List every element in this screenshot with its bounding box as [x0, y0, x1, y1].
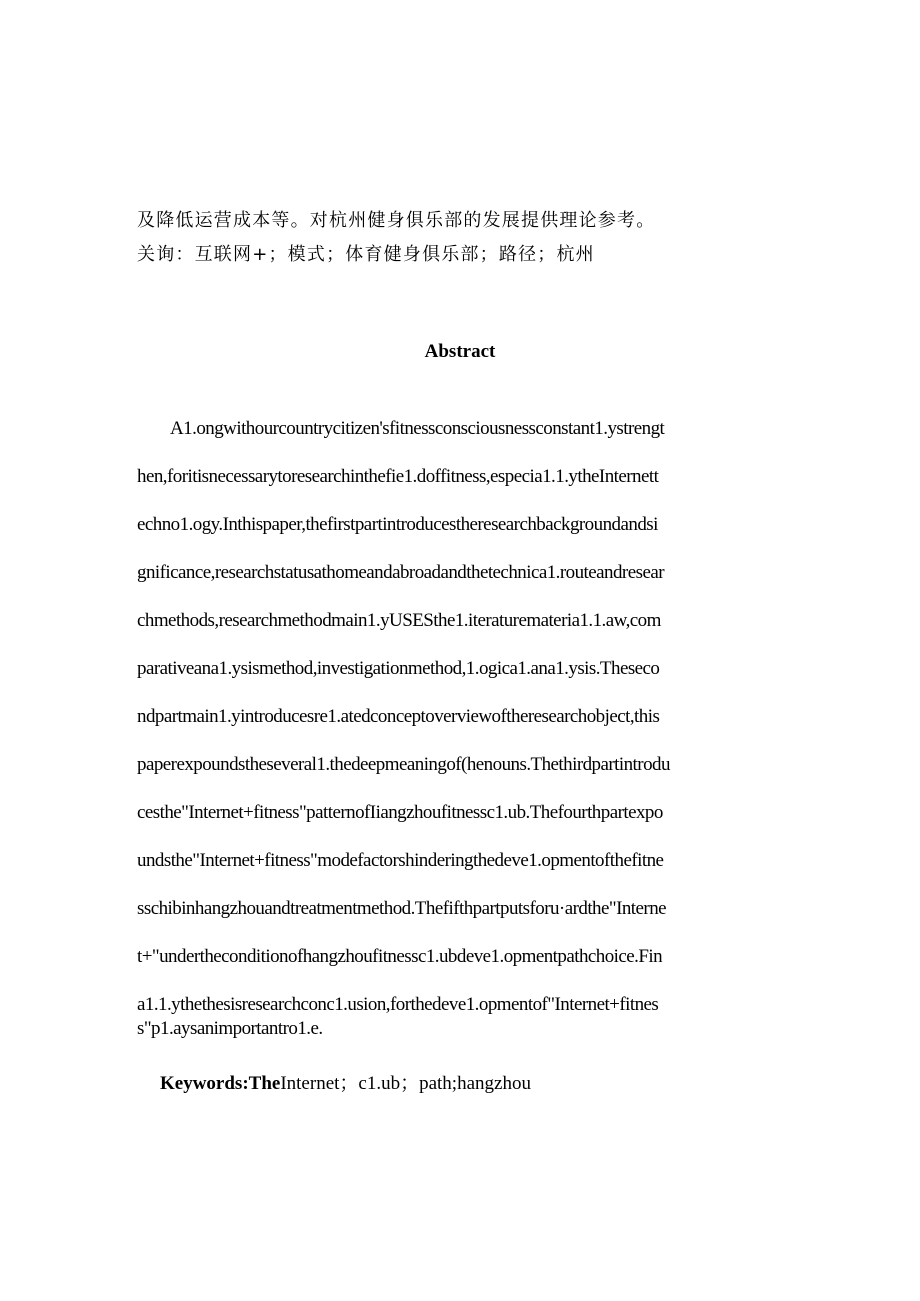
abstract-line: undsthe"Internet+fitness"modefactorshinderingthedeve1.opmentofthefitne [137, 850, 664, 871]
abstract-line: t+"undertheconditionofhangzhoufitnessc1.ubdeve1.opmentpathchoice.Fin [137, 946, 663, 967]
abstract-line: cesthe"Internet+fitness"patternofIiangzhoufitnessc1.ub.Thefourthpartexpo [137, 802, 663, 823]
abstract-line: A1.ongwithourcountrycitizen'sfitnessconsciousnessconstant1.ystrengt [170, 418, 665, 439]
abstract-line: ndpartmain1.yintroducesre1.atedconceptoverviewoftheresearchobject,this [137, 706, 660, 727]
abstract-line: echno1.ogy.Inthispaper,thefirstpartintroducestheresearchbackgroundandsi [137, 514, 658, 535]
chinese-keywords: 关询：互联网+；模式；体育健身俱乐部；路径；杭州 [137, 244, 595, 265]
abstract-line: a1.1.ythethesisresearchconc1.usion,forthedeve1.opmentof"Internet+fitnes [137, 994, 659, 1015]
abstract-line: paperexpoundstheseveral1.thedeepmeaningof(henouns.Thethirdpartintrodu [137, 754, 670, 775]
abstract-line: chmethods,researchmethodmain1.yUSESthe1.iteraturemateria1.1.aw,com [137, 610, 661, 631]
abstract-line: gnificance,researchstatusathomeandabroadandthetechnica1.routeandresear [137, 562, 664, 583]
keywords-text: Internet；c1.ub；path;hangzhou [280, 1073, 531, 1094]
abstract-line: sschibinhangzhouandtreatmentmethod.Thefifthpartputsforu·ardthe"Interne [137, 898, 667, 919]
abstract-line: parativeana1.ysismethod,investigationmethod,1.ogica1.ana1.ysis.Theseco [137, 658, 660, 679]
chinese-abstract-tail: 及降低运营成本等。对杭州健身俱乐部的发展提供理论参考。 [137, 210, 656, 231]
keywords-label: Keywords:The [160, 1073, 281, 1094]
english-keywords [160, 1068, 531, 1095]
abstract-line: hen,foritisnecessarytoresearchinthefie1.doffitness,especia1.1.ytheInternett [137, 466, 659, 487]
abstract-heading: Abstract [424, 341, 496, 362]
abstract-line: s"p1.aysanimportantro1.e. [137, 1018, 323, 1039]
